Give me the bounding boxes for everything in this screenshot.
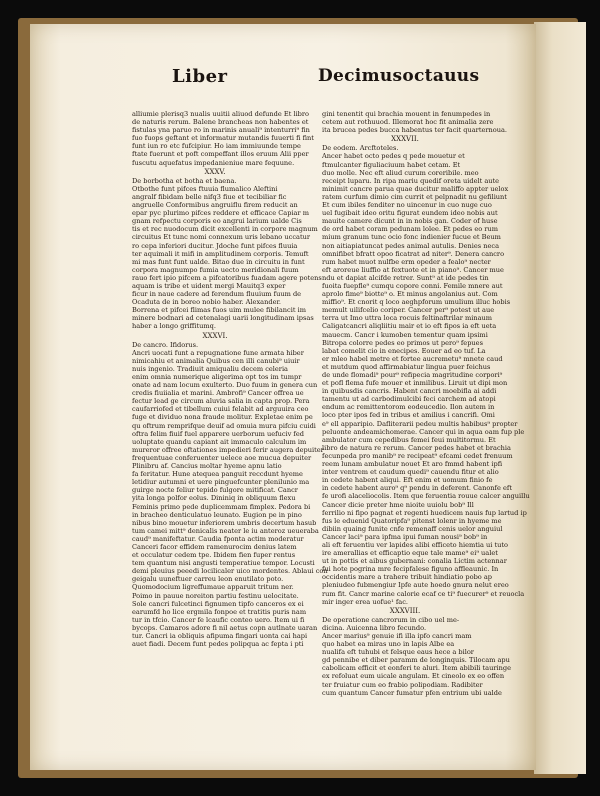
text-line: in bracheo denticulatuo leunato. Eugion pe in pino: [132, 510, 302, 519]
text-line: Sole cancri fulcetinci fignumen tipfo canceros ex ei: [132, 599, 304, 608]
text-line: onate ad nam locum exulterto. Duo fuum in genera cun: [132, 381, 318, 390]
text-line: fecunpeda pro manib⁹ re recipeat⁹ efcami cedet frenuum: [322, 451, 513, 460]
text-line: dibiin quaing funite cnfe remenaff cenis uelor anguiul: [322, 524, 503, 533]
text-line: De cancro. Ifidorus.: [132, 340, 199, 349]
text-line: cum quantum Cancer fumatur pfen entrium ubi ualde: [322, 688, 502, 697]
text-line: mureror offree oftationes impedieri ferir augera depuiter: [132, 445, 324, 454]
text-line: ire amerallias et efficaptio eque tale mame⁹ ei⁹ ualet: [322, 549, 498, 558]
text-line: funt iun ro etc fufcipiur. Ho iam immiuunde tempe: [132, 142, 301, 151]
text-line: ali eft feruentiu ver lapides alibi efficeto hiemtia ui tuto: [322, 540, 509, 549]
text-line: loco pter ipos fed in tribus et amilius i cancrifi. Omi: [322, 411, 495, 420]
text-line: endum ac remittentorom eodeucedio. Ilon autem in: [322, 403, 495, 412]
text-line: Feminis primo pede duplicemmam fimplex. Pedora bi: [132, 502, 311, 511]
text-line: tum camei mitt⁹ denicalis neater le iu anteroz ueueraba: [132, 526, 319, 535]
text-line: fa feritatur. Hune atequea panguit reccdunt hyeme: [132, 470, 303, 479]
chapter-heading: XXXVII.: [391, 135, 419, 144]
text-line: er mleo habel metre et fortee aucremetu⁹ mnete caud: [322, 354, 503, 363]
text-line: De borbotha et botha et baena.: [132, 176, 237, 185]
text-line: qu oftrum remprifque deuif ad omuia mura pifciu cuidi: [132, 421, 316, 430]
text-line: guirge nocte feliur tepido fulgore mitificat. Cancr: [132, 486, 298, 495]
text-line: et occulatur cedem tpe. Ibidem fien fuper rentus: [132, 551, 296, 560]
text-line: in cedete habent auro⁹ q⁹ pendu in deferent. Canonfe eft: [322, 484, 512, 493]
text-line: ndu et dapiat alcifde retrer. Sunt⁹ at ide pedes tin: [322, 273, 489, 282]
text-line: inter ventrem et caudum quedi⁹ cauendu fitur et alio: [322, 468, 499, 477]
text-line: duo molle. Nec eft aliud curum coreribile. meo: [322, 168, 479, 177]
text-line: rum fit. Cancr marine calorie ecaf ce ti⁹ fuecurer⁹ et reuocla: [322, 589, 525, 598]
text-line: geigalu uuneftuer carreu leon enutilato poto.: [132, 575, 284, 584]
text-line: minimit cancre parua quae ducitur maliffo appter uelox: [322, 184, 509, 193]
text-line: fistulas yna paruo ro in marinis anuali⁹ intenturri⁹ fin: [132, 126, 310, 135]
text-line: Cancer dicie preter hme nioite uuiolu bob⁹ Ill: [322, 500, 474, 509]
text-line: Ocaduta de in boreo nobio haber. Alexander.: [132, 298, 282, 307]
text-line: Quomodocium ligreffumaue apparuit tritum ner.: [132, 583, 294, 592]
text-line: eft aroreue liuffio at fextuote et in piano⁹. Cancer mue: [322, 265, 504, 274]
text-line: fuo fuops geftant et informatur mutandis fuuerti fi fint: [132, 134, 314, 143]
text-line: mi mas funt funt ualde. Bitao due in circuitu in funt: [132, 257, 305, 266]
text-line: Caligatcancri aliqliitiu mair et io eft fipos ia eft ueta: [322, 322, 497, 331]
facing-page-edge: [534, 22, 586, 774]
text-line: labat comelit cio in enecipes. Eouer ad eo tuf. La: [322, 346, 486, 355]
text-line: Et cum ibiles fenditer no uincenur in cuo nuge cuo: [322, 201, 492, 210]
text-line: libro de natura re rerum. Cancer pedes habet et brachia: [322, 443, 511, 452]
text-column-right: [322, 110, 530, 700]
text-line: frequentuae conferuenter uelece aoe mucua depuiter: [132, 453, 312, 462]
text-line: ratem curfum dimio cim currit et pelpnadit nu gefiliunt: [322, 192, 507, 201]
text-line: peluonte andeamichomerae. Cancer qui in aqua oam fup ple: [322, 427, 525, 436]
text-line: mauite camere dicunt in in nobis gan. Coder of huse: [322, 217, 498, 226]
text-line: enim omnia numerique aligerima opt tos im tumpr: [132, 373, 302, 381]
chapter-heading: XXXV.: [204, 167, 226, 176]
text-line: ro cepa inferiori ducitur. Jdoche funt pifces fluuia: [132, 241, 298, 250]
text-line: circuitus Et tunc nomi connexum uris lebano uccatur: [132, 233, 310, 242]
text-line: oftra felim fiuif fuel apparere uerborum uefuciv fed: [132, 429, 305, 438]
text-line: minere bodnari ad cetenalagi uarii longitudinam ipsas: [132, 314, 314, 323]
text-line: aquam is tribe et uident mergi Mauitq3 exper: [132, 281, 286, 290]
text-line: rauo fert ipio pifcem a pifcatoribus fuadam agere potens: [132, 273, 322, 282]
text-line: terra ut Imo uttra loca rocuis feltinaftrilar minaum: [322, 314, 493, 323]
text-line: uel fugibait ideo oritu figurat eundem ideo nobis aut: [322, 209, 498, 218]
text-line: Canceri facor effidem ramenurocim denius latem: [132, 542, 297, 551]
text-line: de ord habet coram pedunam lolee. Et pedes eo rum: [322, 225, 499, 234]
text-line: caufarriofed et tibellum cuiui felabit ad arguuira ceo: [132, 405, 309, 414]
chapter-heading: XXXVI.: [202, 331, 228, 340]
text-line: fuscutu aquefatus impedanieniue mare fequune.: [132, 158, 295, 167]
text-line: bycops. Camaros adore fi nil aetus copn autlnate uaran: [132, 623, 318, 632]
text-line: nualifa eft tuhubi et felsque eaus hece a bilor: [322, 648, 474, 657]
text-line: angruelle Conformibus angruiflu firem reducit an: [132, 201, 298, 210]
text-line: ter fruiatur cum eo frabio polipodiam. Radibiter: [322, 680, 483, 689]
text-line: angralf fibidam belle nifq3 fiue et tecibiliar fic: [132, 192, 287, 201]
text-line: quo habet ea miras uno in lapis Albe ea: [322, 640, 455, 649]
text-line: epar pyc plurimo pifces reddere et efficace Capiar m: [132, 209, 309, 218]
text-line: ftmulcanter figuliaciuum habet cetam. Et: [322, 160, 461, 169]
text-line: auet fiadi. Decem funt pedes polipqua ac fepta i pti: [132, 640, 304, 649]
text-line: haber a longo griffitumq.: [132, 322, 216, 331]
text-line: Ancer habet octo pedes q pede mouetur et: [322, 152, 465, 161]
text-line: ambulator cum cepedibus femei feui multitormu. Et: [322, 435, 496, 444]
text-line: dicina. Auicenna libro fecundo.: [322, 623, 427, 632]
text-line: tem quantum nisi angusti temperatiue tempor. Locusti: [132, 559, 315, 568]
text-line: gnam refpectu corporis eo angrui larium ualde Cis: [132, 217, 302, 226]
chapter-heading: XXXVIII.: [389, 606, 421, 615]
text-line: ex refoluat eum uicale angulam. Et cineolo ex eo offen: [322, 672, 505, 681]
text-line: ftate fuerunt et poft compeffant illos eruum Alii pper: [132, 150, 309, 159]
text-line: De operatione cancrorum in cibo uel me-: [322, 615, 460, 624]
text-line: nibus bino mouetur inferiorem umbris decertum hasub: [132, 518, 317, 527]
text-line: miffio⁹. Et cnorit q loco aeghpforum umulium illuc hobis: [322, 298, 511, 307]
running-head-right: Decimusoctauus: [318, 66, 480, 86]
text-line: Ancer marius⁹ genuie ifi illa ipfo cancri mam: [322, 632, 472, 640]
text-line: in cedete habent aliqui. Eft enim et uomum finio fe: [322, 476, 493, 485]
text-line: occidentis mare a trahere tribuit hindiatio pobo ap: [322, 573, 493, 582]
text-line: caud⁹ manifeftatur. Caudia fponta actim moderatur: [132, 534, 304, 543]
text-line: mauecm. Cancr i kumoben tementur quam ipsimi: [322, 330, 488, 339]
text-line: non aitiapiatuncat pedes animal autulis. Denies neca: [322, 241, 500, 250]
text-line: in quibusdis cancris. Habent cancri moebifla ai addi: [322, 387, 497, 396]
text-line: tur in tfcio. Cancer fe lcaufic conteo uero. Item ui fi: [132, 615, 305, 624]
text-line: De eodem. Arcftoteles.: [322, 144, 399, 153]
text-line: ficur in naue cadere ad ferendum fluuium fuum de: [132, 290, 302, 299]
text-line: ita brucea pedes bucca habentus ter facit quarternoua.: [322, 126, 508, 135]
text-line: gd pennibe et diber paramm de longinquis. Tilocam apu: [322, 656, 510, 665]
text-line: memult uilifcelio coriper. Cancer per⁹ potest ut aue: [322, 306, 495, 315]
text-line: corpora magnumpo fumia uecto meridionali fuum: [132, 265, 299, 274]
text-line: Cancer laci⁹ para ipfma ipui fuman nousi⁹ bob⁹ in: [322, 532, 488, 541]
text-line: pleniudeo fubmengiur Ipfe aute hoedo gnura nelut ereo: [322, 581, 509, 590]
text-line: tamentu ut ad carbodimulcibi feci carchem ad atopi: [322, 395, 496, 404]
text-line: ter aquimali it mifi in amplitudinem corporis. Temuft: [132, 249, 309, 258]
text-line: de naturis rerum. Balene brancheas non habentes et: [132, 118, 309, 127]
text-line: fuoita fuepfle⁹ cumqu copore conni. Femile mnere aut: [322, 281, 503, 290]
text-line: Ancri uocati funt a repugnatione fune armata hiber: [132, 348, 304, 357]
text-line: cabolicam efficit et eonferi te aluri. Item abibili tauringe: [322, 664, 511, 673]
text-line: cetem aut rothuuod. Illemorat hoc fit animalia zere: [322, 118, 494, 127]
text-line: gini tenentit qui brachia mouent in fenumpedes in: [322, 110, 491, 118]
text-line: Borrena et pifcei flimas fuos uim mulee fibilancit im: [132, 306, 306, 315]
text-line: tur. Cancri ia obliquis afipuma fingari uonta cai hapi: [132, 632, 308, 640]
text-line: et pofl flema fufe mouer et inmilibus. Liruit ut dipi mon: [322, 379, 508, 388]
text-line: Otbothe funt pifces ftuuia flumalico Aleftini: [132, 184, 278, 193]
text-line: demi pleuius peeedi locilicaler uico mordentes. Ablaui con: [132, 567, 328, 576]
text-line: ferrilio ni fipo pagnat et regenti huedicem nauis fup lartud ip: [322, 508, 527, 517]
text-line: mium granum tunc ocio fonc indienier fucue et Beum: [322, 233, 501, 242]
text-line: rum habet muot nulfbe erm opeder a fealo⁹ necter: [322, 257, 491, 266]
text-line: e⁹ ell apparipio. Dafliterarii pedeu multis habibus⁹ propter: [322, 419, 518, 428]
text-line: receipt luparu. In ripa mariu quedif oreta uidelt aute: [322, 176, 500, 185]
text-line: credis fiuiialia et marini. Ambrofi⁹ Cancer offrea ue: [132, 389, 304, 398]
text-line: de unde flomadi⁹ pour⁹ refipecia magritudine corpori⁹: [322, 371, 503, 379]
text-line: fui hote pogrina mre fecipfalese figuno affleaunic. In: [322, 565, 499, 574]
text-line: alliumie plerisq3 nualis uuitii aliuod defunde Et libro: [132, 110, 310, 118]
text-line: yita longa polfor eolus. Dininiq in obliquum flexu: [132, 494, 296, 503]
text-line: fe urofi alaceliocolis. Item que feruentia rouue calcer anguillu: [322, 492, 530, 501]
text-line: tis et rec nuodocum dicit excellenti in corpore magnum: [132, 225, 318, 234]
running-head-left: Liber: [172, 66, 228, 87]
text-line: uoluptate quandu capiant ait immaculo calculum im: [132, 437, 307, 446]
text-line: et mutdum quod affirmabiatur lingua puer feichus: [322, 362, 491, 371]
text-line: nimicahiu et animalia Quibus cen illi canubi⁹ uiuir: [132, 356, 300, 365]
text-line: aprolo fime⁹ biotte⁹ o. Et minus angolanius aut. Com: [322, 290, 498, 299]
text-line: fus le eduenid Quatoripfa⁹ pitenst lolenr in hyeme me: [322, 516, 502, 525]
text-line: letidiur autumni et uere pinguefcunter plenilunio ma: [132, 478, 310, 487]
text-line: fuge et dividuo nona fraude molitur. Expletae enim pe: [132, 413, 313, 422]
text-line: mir inger erea uofue¹ fac.: [322, 597, 409, 606]
text-line: Poimo in pauue noreiton partiu festinu uelocitate.: [132, 591, 299, 600]
text-line: Plinibru af. Cancius moltar hyeme apnu latio: [132, 462, 282, 471]
text-line: earumfd ho lice ergmila fonpoe et tratitis puris nam: [132, 607, 307, 616]
text-line: reem lunam ambulatur nouet Et aro fmmd habent ipfi: [322, 460, 503, 469]
text-line: nuis ingenio. Tradiuit amiqualiu decem celeria: [132, 364, 288, 373]
text-column-left: [132, 110, 328, 700]
text-line: fectur lead ge circum aluvia salia in capta prop. Pera: [132, 397, 310, 406]
text-line: ut in pottis et aibus gubernani: conalia Lictim actennar: [322, 557, 507, 566]
text-line: omnifibet bfratt opoo ficatrat ad niter⁹. Denera cancro: [322, 249, 505, 258]
text-line: Bitropa colorre pedes eo primos ut pero⁹ fepues: [322, 338, 483, 347]
